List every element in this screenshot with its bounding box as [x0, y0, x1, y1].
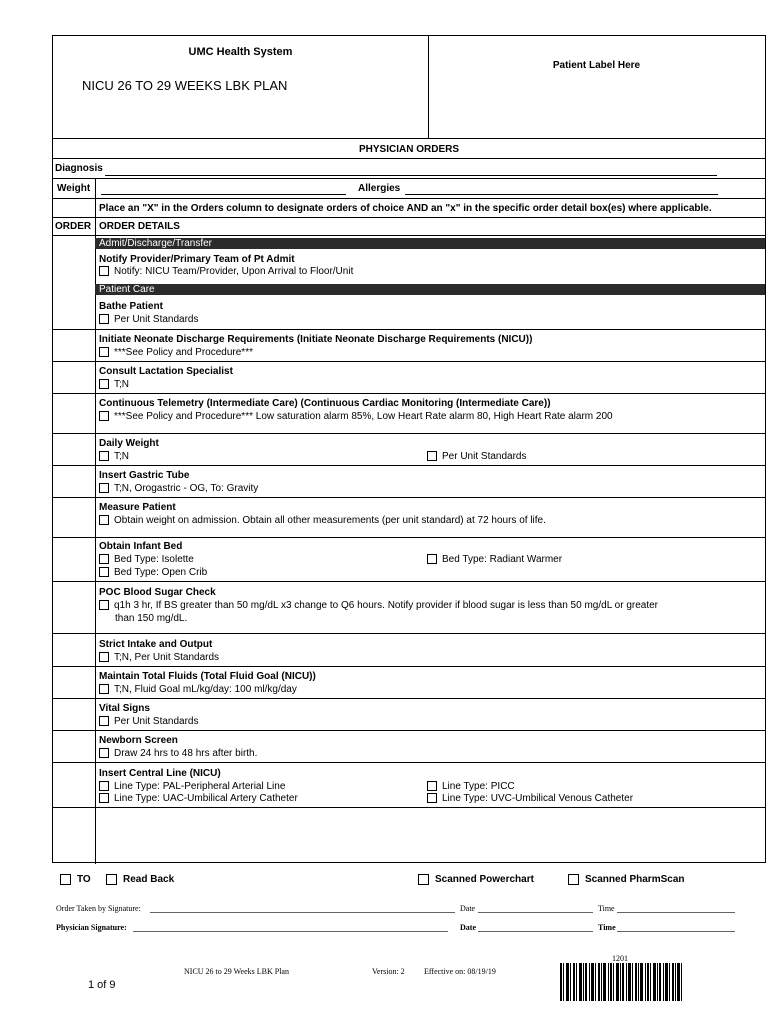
checkbox[interactable]	[99, 600, 109, 610]
option-bed-crib[interactable]: Bed Type: Open Crib	[99, 567, 207, 578]
allergies-field[interactable]	[405, 194, 718, 195]
option-newborn[interactable]: Draw 24 hrs to 48 hrs after birth.	[99, 748, 257, 759]
option-line-uac[interactable]: Line Type: UAC-Umbilical Artery Catheter	[99, 793, 298, 804]
option-line-uvc[interactable]: Line Type: UVC-Umbilical Venous Catheter	[427, 793, 633, 804]
footer-version: Version: 2	[372, 967, 405, 976]
order-column-header: ORDER	[55, 221, 92, 232]
check-scanned-pharmscan[interactable]: Scanned PharmScan	[568, 874, 684, 885]
checkbox[interactable]	[99, 554, 109, 564]
footer-effective: Effective on: 08/19/19	[424, 967, 496, 976]
allergies-label: Allergies	[358, 183, 401, 194]
order-title-discharge: Initiate Neonate Discharge Requirements (Initiate Neonate Discharge Requirements (NICU))	[99, 334, 533, 345]
section-title: PHYSICIAN ORDERS	[358, 144, 459, 155]
order-taken-signature-field[interactable]	[150, 912, 455, 913]
checkbox[interactable]	[99, 266, 109, 276]
checkbox[interactable]	[99, 684, 109, 694]
barcode	[560, 963, 682, 1001]
checkbox[interactable]	[99, 379, 109, 389]
weight-label: Weight	[57, 183, 91, 194]
order-title-measure: Measure Patient	[99, 502, 176, 513]
order-title-vitals: Vital Signs	[99, 703, 150, 714]
time-label: Time	[598, 904, 615, 913]
checkbox[interactable]	[427, 451, 437, 461]
checkbox[interactable]	[99, 793, 109, 803]
option-lactation[interactable]: T;N	[99, 379, 129, 390]
date-field-b[interactable]	[478, 931, 593, 932]
physician-signature-field[interactable]	[133, 931, 448, 932]
checkbox[interactable]	[427, 793, 437, 803]
option-measure[interactable]: Obtain weight on admission. Obtain all other measurements (per unit standard) at 72 hours of life.	[99, 515, 546, 526]
order-title-central-line: Insert Central Line (NICU)	[99, 768, 221, 779]
checkbox[interactable]	[106, 874, 117, 885]
option-vitals[interactable]: Per Unit Standards	[99, 716, 199, 727]
checkbox[interactable]	[99, 515, 109, 525]
checkbox[interactable]	[99, 716, 109, 726]
barcode-number: 1201	[612, 954, 628, 963]
option-gastric[interactable]: T;N, Orogastric - OG, To: Gravity	[99, 483, 258, 494]
diagnosis-field[interactable]	[105, 175, 717, 176]
checkbox[interactable]	[99, 567, 109, 577]
plan-title: NICU 26 TO 29 WEEKS LBK PLAN	[82, 78, 288, 93]
order-title-intake: Strict Intake and Output	[99, 639, 213, 650]
date-label-b: Date	[460, 923, 476, 932]
checkbox[interactable]	[99, 652, 109, 662]
checkbox[interactable]	[99, 411, 109, 421]
option-bathe[interactable]: Per Unit Standards	[99, 314, 199, 325]
order-title-poc: POC Blood Sugar Check	[99, 587, 216, 598]
order-form-frame	[52, 35, 766, 863]
checkbox[interactable]	[418, 874, 429, 885]
checkbox[interactable]	[99, 781, 109, 791]
date-field[interactable]	[478, 912, 593, 913]
option-poc[interactable]: q1h 3 hr, If BS greater than 50 mg/dL x3 change to Q6 hours. Notify provider if blood sugar is less than 50 mg/dL or greater	[99, 600, 658, 611]
order-title-bathe: Bathe Patient	[99, 301, 163, 312]
checkbox[interactable]	[427, 781, 437, 791]
order-title-bed: Obtain Infant Bed	[99, 541, 183, 552]
details-column-header: ORDER DETAILS	[99, 221, 180, 232]
time-label-b: Time	[598, 923, 616, 932]
option-fluids[interactable]: T;N, Fluid Goal mL/kg/day: 100 ml/kg/day	[99, 684, 297, 695]
diagnosis-label: Diagnosis	[55, 163, 103, 174]
weight-field[interactable]	[101, 194, 346, 195]
date-label: Date	[460, 904, 476, 913]
section-bar-patient-care: Patient Care	[95, 284, 765, 295]
footer-plan-name: NICU 26 to 29 Weeks LBK Plan	[184, 967, 289, 976]
checkbox[interactable]	[60, 874, 71, 885]
order-taken-label: Order Taken by Signature:	[56, 904, 141, 913]
check-scanned-powerchart[interactable]: Scanned Powerchart	[418, 874, 534, 885]
order-title-gastric: Insert Gastric Tube	[99, 470, 190, 481]
checkbox[interactable]	[99, 347, 109, 357]
checkbox[interactable]	[568, 874, 579, 885]
check-read-back[interactable]: Read Back	[106, 874, 174, 885]
option-discharge[interactable]: ***See Policy and Procedure***	[99, 347, 253, 358]
option-poc-cont: than 150 mg/dL.	[115, 613, 188, 624]
option-line-picc[interactable]: Line Type: PICC	[427, 781, 515, 792]
checkbox[interactable]	[99, 451, 109, 461]
checkbox[interactable]	[99, 748, 109, 758]
order-title-notify: Notify Provider/Primary Team of Pt Admit	[99, 254, 295, 265]
check-to[interactable]: TO	[60, 874, 91, 885]
checkbox[interactable]	[427, 554, 437, 564]
option-bed-warmer[interactable]: Bed Type: Radiant Warmer	[427, 554, 562, 565]
time-field-b[interactable]	[617, 931, 735, 932]
footer-page: 1 of 9	[88, 979, 116, 991]
checkbox[interactable]	[99, 314, 109, 324]
option-notify[interactable]: Notify: NICU Team/Provider, Upon Arrival to Floor/Unit	[99, 266, 353, 277]
order-title-fluids: Maintain Total Fluids (Total Fluid Goal (NICU))	[99, 671, 316, 682]
order-title-telemetry: Continuous Telemetry (Intermediate Care) (Continuous Cardiac Monitoring (Intermediate Care))	[99, 398, 551, 409]
checkbox[interactable]	[99, 483, 109, 493]
option-line-pal[interactable]: Line Type: PAL-Peripheral Arterial Line	[99, 781, 285, 792]
option-telemetry[interactable]: ***See Policy and Procedure*** Low saturation alarm 85%, Low Heart Rate alarm 80, High Heart Rate alarm 200	[99, 411, 613, 422]
section-bar-admit: Admit/Discharge/Transfer	[95, 238, 765, 249]
physician-signature-label: Physician Signature:	[56, 923, 127, 932]
order-title-lactation: Consult Lactation Specialist	[99, 366, 233, 377]
patient-label-area: Patient Label Here	[552, 60, 641, 71]
org-name: UMC Health System	[188, 46, 293, 58]
option-bed-isolette[interactable]: Bed Type: Isolette	[99, 554, 194, 565]
option-weight-unit[interactable]: Per Unit Standards	[427, 451, 527, 462]
instructions: Place an "X" in the Orders column to designate orders of choice AND an "x" in the specific order detail box(es) where applicable.	[99, 203, 712, 214]
time-field[interactable]	[617, 912, 735, 913]
header-divider	[428, 36, 429, 138]
option-intake[interactable]: T;N, Per Unit Standards	[99, 652, 219, 663]
order-title-newborn: Newborn Screen	[99, 735, 178, 746]
order-title-daily-weight: Daily Weight	[99, 438, 159, 449]
barcode-graphic	[560, 963, 682, 1001]
option-weight-tn[interactable]: T;N	[99, 451, 129, 462]
